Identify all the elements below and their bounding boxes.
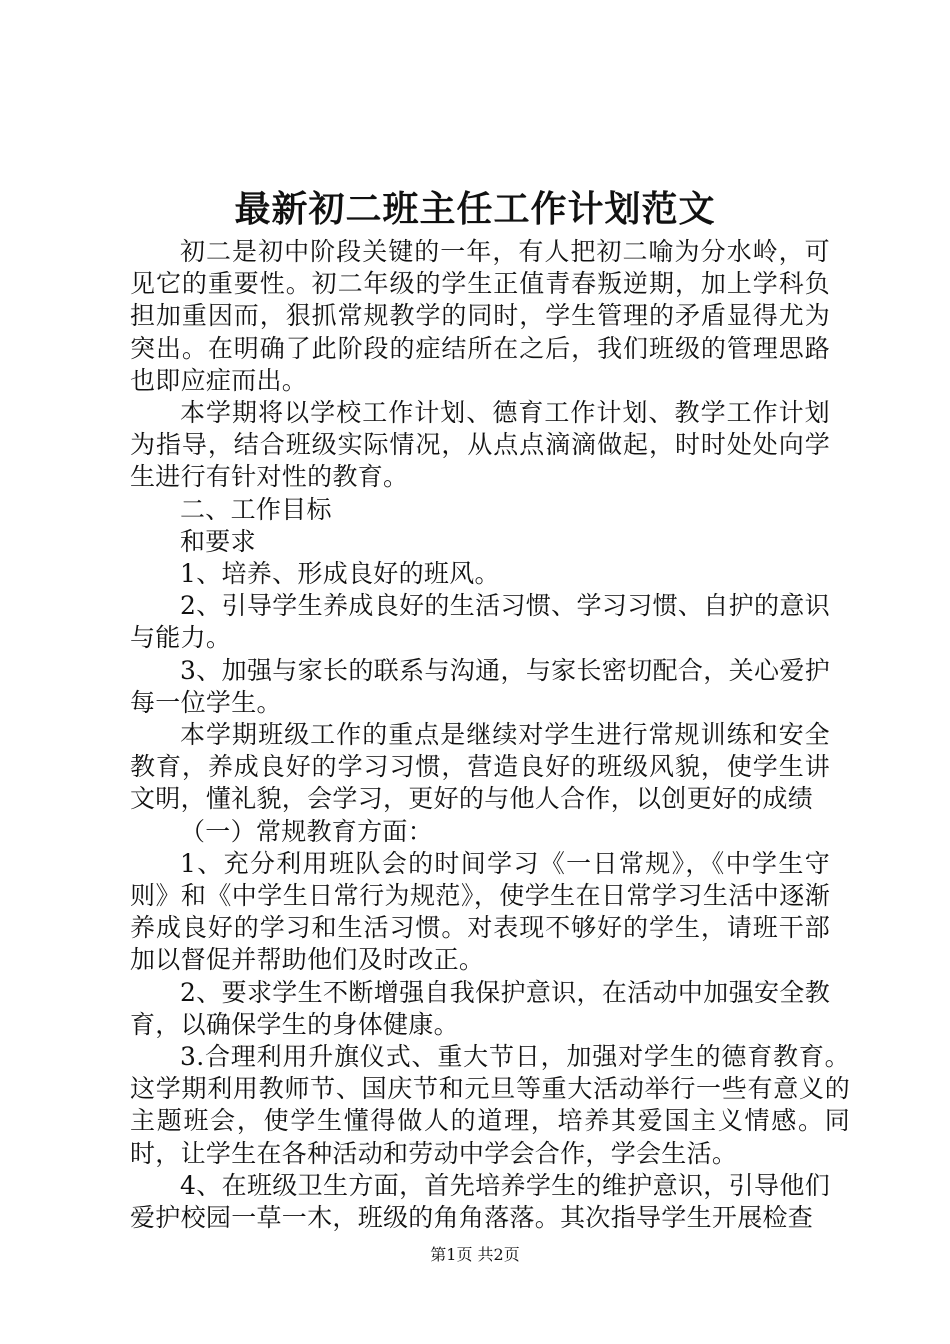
section-heading-goals: 二、工作目标	[180, 494, 332, 524]
routine-item-1: 1、充分利用班队会的时间学习《一日常规》，《中学生守则》和《中学生日常行为规范》，使学生在日常学习生活中逐渐养成良好的学习和生活习惯。对表现不够好的学生，请班干部加以督促并帮助他们及时改正。	[130, 848, 830, 975]
paragraph-focus: 本学期班级工作的重点是继续对学生进行常规训练和安全教育，养成良好的学习习惯，营造良好的班级风貌，使学生讲文明，懂礼貌，会学习，更好的与他人合作，以创更好的成绩	[130, 720, 830, 814]
paragraph-intro: 初二是初中阶段关键的一年，有人把初二喻为分水岭，可见它的重要性。初二年级的学生正值青春叛逆期，加上学科负担加重因而，狠抓常规教学的同时，学生管理的矛盾显得尤为突出。在明确了此阶段的症结所在之后，我们班级的管理思路也即应症而出。	[130, 237, 830, 395]
goal-item-3: 3、加强与家长的联系与沟通，与家长密切配合，关心爱护每一位学生。	[130, 655, 830, 717]
document-title: 最新初二班主任工作计划范文	[234, 188, 716, 230]
goal-item-2: 2、引导学生养成良好的生活习惯、学习习惯、自护的意识与能力。	[130, 591, 830, 653]
section-heading-requirements: 和要求	[180, 526, 256, 556]
paragraph-guidance: 本学期将以学校工作计划、德育工作计划、教学工作计划为指导，结合班级实际情况，从点点滴滴做起，时时处处向学生进行有针对性的教育。	[130, 398, 830, 492]
routine-item-3: 3.合理利用升旗仪式、重大节日，加强对学生的德育教育。这学期利用教师节、国庆节和元旦等重大活动举行一些有意义的主题班会，使学生懂得做人的道理，培养其爱国主义情感。同时，让学生在各种活动和劳动中学会合作，学会生活。	[130, 1042, 850, 1168]
page-number-footer: 第1页 共2页	[430, 1245, 520, 1264]
routine-item-4: 4、在班级卫生方面，首先培养学生的维护意识，引导他们爱护校园一草一木，班级的角角落落。其次指导学生开展检查	[130, 1170, 830, 1233]
routine-item-2: 2、要求学生不断增强自我保护意识，在活动中加强安全教育，以确保学生的身体健康。	[130, 977, 830, 1039]
document-body	[130, 236, 850, 1234]
subsection-heading-routine: （一）常规教育方面：	[180, 816, 434, 846]
goal-item-1: 1、培养、形成良好的班风。	[180, 559, 500, 589]
